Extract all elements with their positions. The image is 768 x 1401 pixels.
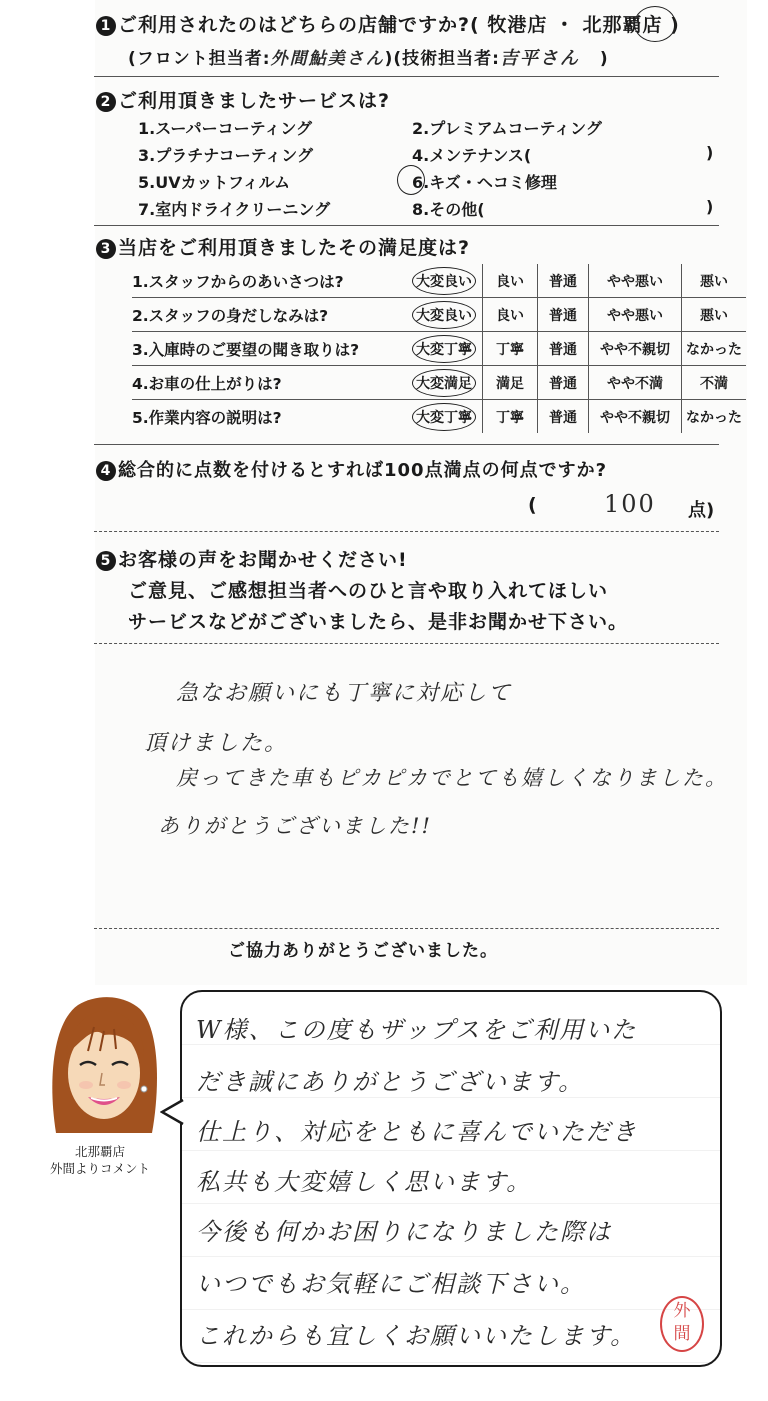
- staff-avatar: [48, 993, 160, 1145]
- rating-choice: 普通: [538, 400, 589, 434]
- service-option-4-close: ): [706, 143, 714, 162]
- speech-bubble-tail-icon: [160, 1098, 184, 1128]
- rating-choice: 満足: [483, 366, 538, 400]
- customer-comment-line: 頂けました。: [144, 731, 289, 756]
- q4-number-badge: 4: [96, 461, 116, 481]
- service-option-2: 2.プレミアムコーティング: [412, 119, 602, 138]
- table-row: [132, 366, 746, 400]
- divider-2: [94, 225, 719, 226]
- score-unit: 点): [688, 500, 715, 521]
- store-selection-circle: [634, 6, 676, 42]
- divider-1: [94, 76, 719, 77]
- service-option-4: 4.メンテナンス(: [412, 146, 532, 165]
- divider-3: [94, 444, 719, 445]
- satisfaction-table: [132, 264, 746, 433]
- q2-title: ご利用頂きましたサービスは?: [118, 90, 391, 112]
- rating-choice: やや不親切: [589, 400, 682, 434]
- rating-choice-selected: 大変丁寧: [412, 335, 476, 363]
- service-option-1: 1.スーパーコーティング: [138, 119, 313, 138]
- staff-reply-line: 今後も何かお困りになりました際は: [196, 1218, 612, 1246]
- rating-item: 1.スタッフからのあいさつは?: [132, 264, 406, 298]
- score-value: 100: [604, 490, 656, 518]
- tech-staff-name: 吉平さん: [499, 48, 580, 69]
- q5-number-badge: 5: [96, 551, 116, 571]
- thanks-message: ご協力ありがとうございました。: [228, 941, 498, 961]
- rating-choice: 悪い: [682, 298, 747, 332]
- q2-question: [96, 86, 390, 113]
- staff-reply-line: これからも宜しくお願いいたします。: [196, 1322, 637, 1350]
- q4-title: 総合的に点数を付けるとすれば100点満点の何点ですか?: [118, 460, 608, 481]
- staff-reply-line: だき誠にありがとうございます。: [196, 1068, 585, 1096]
- service-selection-circle: [397, 165, 425, 195]
- service-option-3: 3.プラチナコーティング: [138, 146, 313, 165]
- rating-choice-selected: 大変満足: [412, 369, 476, 397]
- rating-choice: 丁寧: [483, 332, 538, 366]
- customer-comment-line: ありがとうございました!!: [158, 814, 432, 838]
- rating-item: 3.入庫時のご要望の聞き取りは?: [132, 332, 406, 366]
- rating-choice: 普通: [538, 366, 589, 400]
- divider-4: [94, 531, 719, 532]
- rating-choice: 普通: [538, 332, 589, 366]
- rating-choice: 丁寧: [483, 400, 538, 434]
- customer-comment-line: 戻ってきた車もピカピカでとても嬉しくなりました。: [176, 766, 728, 790]
- rating-item: 4.お車の仕上がりは?: [132, 366, 406, 400]
- q1-staff-line: [128, 44, 609, 70]
- q5-instruction-line2: サービスなどがございましたら、是非お聞かせ下さい。: [128, 611, 629, 633]
- rating-choice: やや悪い: [589, 298, 682, 332]
- table-row: [132, 332, 746, 366]
- q5-title: お客様の声をお聞かせください!: [118, 549, 408, 571]
- q1-question: [96, 10, 680, 37]
- q1-paren-close: ): [599, 49, 609, 69]
- rating-choice: 悪い: [682, 264, 747, 298]
- stamp-char-top: 外: [673, 1301, 691, 1321]
- staff-caption: [40, 1143, 160, 1177]
- table-row: [132, 264, 746, 298]
- rating-choice-selected: 大変丁寧: [412, 403, 476, 431]
- tech-staff-label: )(技術担当者:: [384, 49, 500, 69]
- rating-choice: 良い: [483, 264, 538, 298]
- rating-choice: 不満: [682, 366, 747, 400]
- rating-choice: やや悪い: [589, 264, 682, 298]
- rating-choice-selected: 大変良い: [412, 267, 476, 295]
- service-option-7: 7.室内ドライクリーニング: [138, 200, 331, 219]
- service-option-6: 6.キズ・ヘコミ修理: [412, 173, 557, 192]
- score-paren-open: (: [528, 494, 537, 516]
- staff-reply-line: いつでもお気軽にご相談下さい。: [196, 1270, 586, 1298]
- service-option-8: 8.その他(: [412, 200, 485, 219]
- divider-5: [94, 643, 719, 644]
- front-staff-name: 外間鮎美さん: [270, 49, 385, 69]
- rating-choice: 普通: [538, 264, 589, 298]
- q4-question: [96, 456, 607, 482]
- rating-choice: なかった: [682, 332, 747, 366]
- service-option-8-close: ): [706, 197, 714, 216]
- q5-question: [96, 545, 408, 572]
- rating-choice: 普通: [538, 298, 589, 332]
- customer-comment-line: 急なお願いにも丁寧に対応して: [176, 681, 513, 706]
- rating-choice: なかった: [682, 400, 747, 434]
- q3-number-badge: 3: [96, 239, 116, 259]
- front-staff-label: (フロント担当者:: [128, 49, 271, 69]
- rating-choice: やや不満: [589, 366, 682, 400]
- rating-choice-selected: 大変良い: [412, 301, 476, 329]
- divider-6: [94, 928, 719, 929]
- stamp-char-bottom: 間: [673, 1324, 691, 1344]
- q5-instruction-line1: ご意見、ご感想担当者へのひと言や取り入れてほしい: [128, 580, 609, 602]
- staff-reply-line: 私共も大変嬉しく思います。: [196, 1168, 533, 1196]
- rating-choice: 良い: [483, 298, 538, 332]
- rating-choice: やや不親切: [589, 332, 682, 366]
- rating-item: 2.スタッフの身だしなみは?: [132, 298, 406, 332]
- q3-title: 当店をご利用頂きましたその満足度は?: [118, 237, 471, 259]
- q3-question: [96, 233, 470, 260]
- rating-item: 5.作業内容の説明は?: [132, 408, 282, 427]
- staff-reply-line: W様、この度もザップスをご利用いた: [196, 1016, 638, 1044]
- table-row: [132, 298, 746, 332]
- staff-reply-line: 仕上り、対応をともに喜んでいただき: [196, 1118, 638, 1146]
- service-option-5: 5.UVカットフィルム: [138, 173, 291, 192]
- q1-text: ご利用されたのはどちらの店舗ですか?( 牧港店 ・ 北那覇店 ): [118, 14, 680, 36]
- q1-number-badge: 1: [96, 16, 116, 36]
- staff-store-name: 北那覇店: [74, 1144, 125, 1159]
- staff-comment-label: 外間よりコメント: [49, 1161, 150, 1176]
- q2-number-badge: 2: [96, 92, 116, 112]
- table-row: [132, 400, 746, 434]
- name-seal-stamp: [660, 1296, 704, 1352]
